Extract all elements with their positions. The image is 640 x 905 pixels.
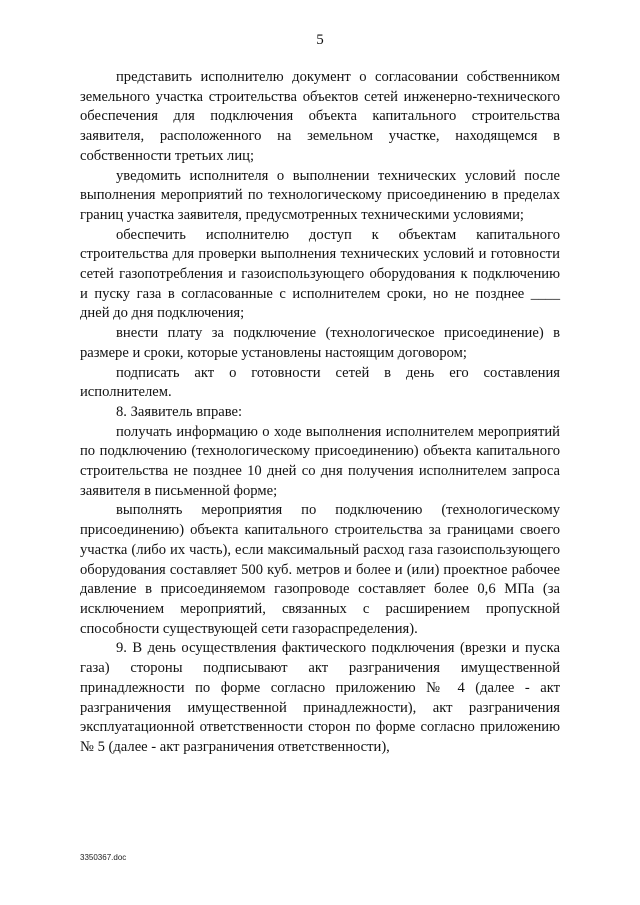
paragraph-notify-executor: уведомить исполнителя о выполнении технических условий после выполнения мероприятий по технологическому присоединению в пределах границ участка заявителя, предусмотренных техническими условиями; xyxy=(80,167,560,223)
paragraph-submit-land-consent: представить исполнителю документ о согласовании собственником земельного участка строительства объектов сетей инженерно-технического обеспечения для подключения объекта капитального строительства заявителя, расположенного на земельном участке, находящемся в собственности третьих лиц; xyxy=(80,69,560,164)
paragraph-perform-measures: выполнять мероприятия по подключению (технологическому присоединению) объекта капитального строительства за границами своего участка (либо их часть), если максимальный расход газа газоиспользующего оборудования составляет 500 куб. метров и более и (или) проектное рабочее давление в присоединяемом газопроводе составляет более 0,6 МПа (за исключением мероприятий, связанных с расширением пропускной способности существующей сети газораспределения). xyxy=(80,502,560,637)
paragraph-sign-act: подписать акт о готовности сетей в день его составления исполнителем. xyxy=(80,364,560,401)
page-number: 5 xyxy=(316,32,324,48)
document-body xyxy=(80,68,560,758)
paragraph-pay-fee: внести плату за подключение (технологическое присоединение) в размере и сроки, которые установлены настоящим договором; xyxy=(80,325,560,361)
document-filename: 3350367.doc xyxy=(80,853,127,862)
clause-9-paragraph: 9. В день осуществления фактического подключения (врезки и пуска газа) стороны подписывают акт разграничения имущественной принадлежности по форме согласно приложению № 4 (далее - акт разграничения имущественной принадлежности), акт разграничения эксплуатационной ответственности сторон по форме согласно приложению № 5 (далее - акт разграничения ответственности), xyxy=(80,640,560,755)
paragraph-receive-information: получать информацию о ходе выполнения исполнителем мероприятий по подключению (технологическому присоединению) объекта капитального строительства не позднее 10 дней со дня получения исполнителем запроса заявителя в письменной форме; xyxy=(80,423,560,499)
clause-8-heading: 8. Заявитель вправе: xyxy=(116,403,243,420)
paragraph-provide-access: обеспечить исполнителю доступ к объектам капитального строительства для проверки выполнения технических условий и готовности сетей газопотребления и газоиспользующего оборудования к подключению и пуску газа в согласованные с исполнителем сроки, но не позднее ____ дней до дня подключения; xyxy=(80,226,560,322)
